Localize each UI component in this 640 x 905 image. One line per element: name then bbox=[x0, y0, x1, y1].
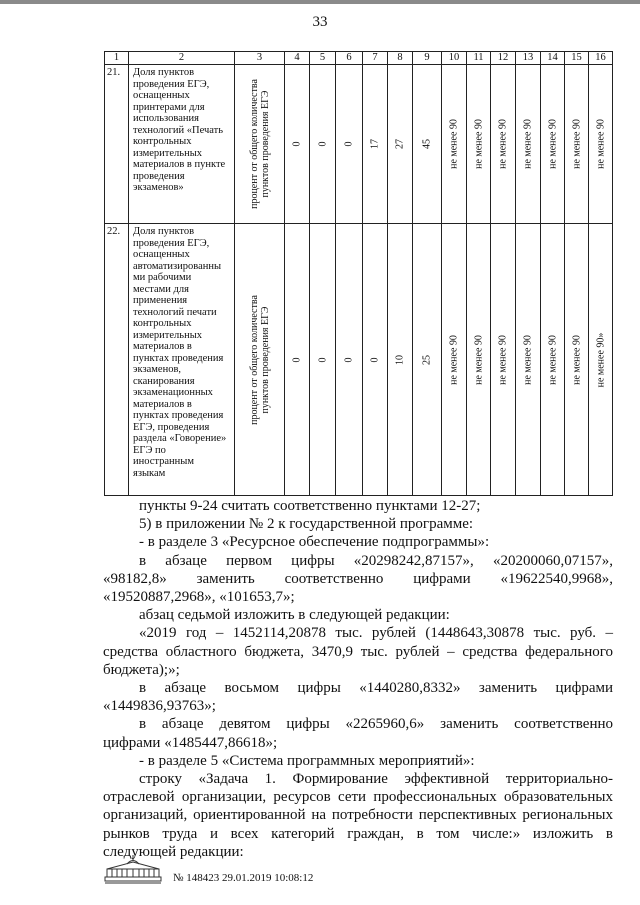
value-text: 0 bbox=[291, 141, 303, 147]
value-cell bbox=[336, 65, 363, 224]
value-text: не менее 90 bbox=[522, 119, 534, 169]
indicator-name-cell bbox=[129, 65, 235, 224]
indicator-name-line: сканирования bbox=[133, 375, 195, 387]
indicator-name-line: контрольных bbox=[133, 318, 192, 329]
paragraph-line: отраслевой организации, ресурсов сети профессиональных образовательных bbox=[103, 789, 613, 806]
paragraph-line: «2019 год – 1452114,20878 тыс. рублей (1448643,30878 тыс. руб. – bbox=[139, 625, 613, 642]
value-cell bbox=[516, 65, 541, 224]
indicator-name-line: применения bbox=[133, 295, 188, 306]
value-text: 0 bbox=[317, 357, 328, 362]
value-cell bbox=[565, 65, 589, 224]
header-cell: 15 bbox=[565, 52, 589, 65]
value-cell bbox=[413, 224, 442, 496]
value-cell bbox=[363, 65, 388, 224]
indicator-name-line: ми рабочими bbox=[133, 272, 192, 283]
indicator-name-line: Доля пунктов bbox=[133, 67, 195, 78]
value-cell bbox=[467, 224, 491, 496]
value-text: не менее 90 bbox=[595, 119, 606, 169]
value-cell bbox=[491, 65, 516, 224]
paragraph: - в разделе 3 «Ресурсное обеспечение подпрограммы»: bbox=[139, 534, 490, 551]
value-cell bbox=[541, 65, 565, 224]
indicator-name-line: использования bbox=[133, 113, 199, 124]
indicator-name-line: проведения bbox=[133, 170, 185, 182]
value-text: 0 bbox=[369, 357, 381, 362]
unit-cell bbox=[235, 65, 285, 224]
paragraph-line: строку «Задача 1. Формирование эффективной территориально- bbox=[139, 771, 613, 788]
paragraph-line: «1449836,93763»; bbox=[103, 698, 216, 715]
value-cell bbox=[589, 224, 613, 496]
government-building-icon bbox=[103, 852, 163, 886]
indicator-name-line: иностранным bbox=[133, 456, 194, 467]
header-cell: 8 bbox=[388, 52, 413, 65]
value-text: не менее 90 bbox=[473, 334, 484, 385]
value-cell bbox=[310, 65, 336, 224]
paragraph-line: организаций, ориентированной на потребности перспективных региональных bbox=[103, 807, 613, 824]
value-cell bbox=[589, 65, 613, 224]
value-cell bbox=[285, 65, 310, 224]
unit-text bbox=[249, 79, 271, 209]
value-text: не менее 90 bbox=[448, 334, 460, 385]
indicator-name-line: проведения ЕГЭ, bbox=[133, 237, 210, 249]
indicator-name-line: измерительных bbox=[133, 147, 202, 159]
value-cell bbox=[310, 224, 336, 496]
paragraph-line: в абзаце девятом цифры «2265960,6» заменить соответственно bbox=[139, 716, 613, 733]
value-text: 10 bbox=[394, 354, 406, 365]
header-cell: 3 bbox=[235, 52, 285, 65]
row-number-cell: 21. bbox=[105, 65, 129, 224]
paragraph: 5) в приложении № 2 к государственной программе: bbox=[139, 516, 474, 533]
indicator-name-line: Доля пунктов bbox=[133, 226, 195, 237]
indicator-name-line: пунктах проведения bbox=[133, 352, 224, 364]
indicator-name-line: языкам bbox=[133, 467, 166, 479]
value-cell bbox=[516, 224, 541, 496]
indicator-name-line: материалов в bbox=[133, 341, 192, 352]
value-text: 25 bbox=[421, 354, 433, 365]
header-cell: 1 bbox=[105, 52, 129, 65]
paragraph-line: средства областного бюджета, 3470,9 тыс. рублей – средства федерального bbox=[103, 643, 613, 660]
paragraph-line: в абзаце восьмом цифры «1440280,8332» заменить цифрами bbox=[139, 680, 613, 697]
unit-text bbox=[249, 295, 271, 425]
value-text: не менее 90 bbox=[497, 119, 509, 169]
indicator-name-line: технологий «Печать bbox=[133, 124, 224, 136]
value-text: 0 bbox=[317, 141, 328, 147]
paragraph: пункты 9-24 считать соответственно пунктами 12-27; bbox=[139, 498, 481, 514]
value-cell bbox=[336, 224, 363, 496]
unit-line: процент от общего количества bbox=[248, 79, 260, 209]
indicator-name-line: материалов в пункте bbox=[133, 159, 226, 170]
value-cell bbox=[285, 224, 310, 496]
unit-line: пунктов проведения ЕГЭ bbox=[259, 305, 271, 414]
header-cell: 14 bbox=[541, 52, 565, 65]
paragraph-line: в абзаце первом цифры «20298242,87157», «20200060,07157», bbox=[139, 552, 613, 569]
value-text: не менее 90 bbox=[571, 119, 582, 169]
scan-top-edge bbox=[0, 0, 640, 4]
value-cell bbox=[491, 224, 516, 496]
table-row bbox=[105, 65, 613, 224]
header-cell: 9 bbox=[413, 52, 442, 65]
value-cell bbox=[388, 224, 413, 496]
indicator-name-line: экзаменов, bbox=[133, 364, 182, 375]
header-cell: 16 bbox=[589, 52, 613, 65]
value-text: не менее 90 bbox=[547, 334, 558, 385]
document-body bbox=[103, 497, 613, 861]
header-cell: 2 bbox=[129, 52, 235, 65]
indicator-name-cell bbox=[129, 224, 235, 496]
paragraph: - в разделе 5 «Система программных мероприятий»: bbox=[139, 752, 475, 769]
unit-cell bbox=[235, 224, 285, 496]
page-number: 33 bbox=[312, 14, 328, 30]
document-footer bbox=[103, 852, 363, 892]
indicator-name-line: ЕГЭ, проведения bbox=[133, 421, 210, 433]
indicator-name-line: материалов в bbox=[133, 398, 192, 410]
value-text: 27 bbox=[394, 139, 406, 149]
value-cell bbox=[413, 65, 442, 224]
header-cell: 11 bbox=[467, 52, 491, 65]
table-row bbox=[105, 224, 613, 496]
indicator-name-line: ЕГЭ по bbox=[133, 444, 166, 456]
header-cell: 7 bbox=[363, 52, 388, 65]
indicator-name-line: раздела «Говорение» bbox=[133, 433, 227, 444]
value-cell bbox=[363, 224, 388, 496]
value-text: не менее 90 bbox=[522, 334, 534, 385]
indicator-name-line: контрольных bbox=[133, 136, 192, 147]
indicator-name-line: технологий печати bbox=[133, 306, 217, 318]
value-text: 0 bbox=[343, 141, 355, 147]
row-number-cell: 22. bbox=[105, 224, 129, 496]
table-header-row bbox=[105, 52, 613, 65]
value-text: 17 bbox=[369, 139, 381, 149]
value-text: 0 bbox=[343, 357, 355, 362]
header-cell: 4 bbox=[285, 52, 310, 65]
paragraph-line: бюджета);»; bbox=[103, 661, 180, 678]
value-cell bbox=[541, 224, 565, 496]
paragraph-line: рынков труда и всех категорий граждан, в том числе:» изложить в bbox=[103, 825, 613, 842]
value-text: не менее 90 bbox=[571, 334, 582, 385]
value-cell bbox=[442, 224, 467, 496]
header-cell: 5 bbox=[310, 52, 336, 65]
value-text: 0 bbox=[291, 357, 303, 362]
indicator-name-line: проведения ЕГЭ, bbox=[133, 78, 210, 90]
value-text: не менее 90 bbox=[448, 119, 460, 169]
value-cell bbox=[442, 65, 467, 224]
indicator-name-line: оснащенных bbox=[133, 249, 190, 260]
value-text: не менее 90 bbox=[547, 119, 558, 169]
paragraph-line: «19520887,2968», «101653,7»; bbox=[103, 589, 295, 606]
value-text: не менее 90» bbox=[595, 332, 606, 387]
paragraph-line: следующей редакции: bbox=[103, 843, 244, 860]
indicator-name-line: местами для bbox=[133, 283, 189, 295]
indicators-table bbox=[104, 51, 613, 496]
indicator-name-line: экзаменов» bbox=[133, 182, 184, 193]
value-cell bbox=[467, 65, 491, 224]
indicator-name-line: пунктах проведения bbox=[133, 410, 224, 421]
indicator-name-line: оснащенных bbox=[133, 90, 190, 101]
header-cell: 12 bbox=[491, 52, 516, 65]
value-text: не менее 90 bbox=[497, 334, 509, 385]
value-cell bbox=[565, 224, 589, 496]
value-text: не менее 90 bbox=[473, 119, 484, 169]
paragraph: абзац седьмой изложить в следующей редакции: bbox=[139, 607, 450, 624]
unit-line: пунктов проведения ЕГЭ bbox=[259, 90, 271, 198]
indicator-name-line: автоматизированны bbox=[133, 260, 222, 272]
paragraph-line: «98182,8» заменить соответственно цифрами «19622540,9968», bbox=[103, 570, 613, 587]
indicator-name-line: принтерами для bbox=[133, 101, 205, 113]
paragraph-line: цифрами «1485447,86618»; bbox=[103, 734, 278, 751]
header-cell: 6 bbox=[336, 52, 363, 65]
value-cell bbox=[388, 65, 413, 224]
value-text: 45 bbox=[421, 139, 433, 149]
registration-stamp: № 148423 29.01.2019 10:08:12 bbox=[173, 872, 314, 884]
header-cell: 13 bbox=[516, 52, 541, 65]
indicator-name-line: измерительных bbox=[133, 329, 202, 341]
header-cell: 10 bbox=[442, 52, 467, 65]
unit-line: процент от общего количества bbox=[248, 294, 260, 425]
indicator-name-line: экзаменационных bbox=[133, 387, 213, 398]
